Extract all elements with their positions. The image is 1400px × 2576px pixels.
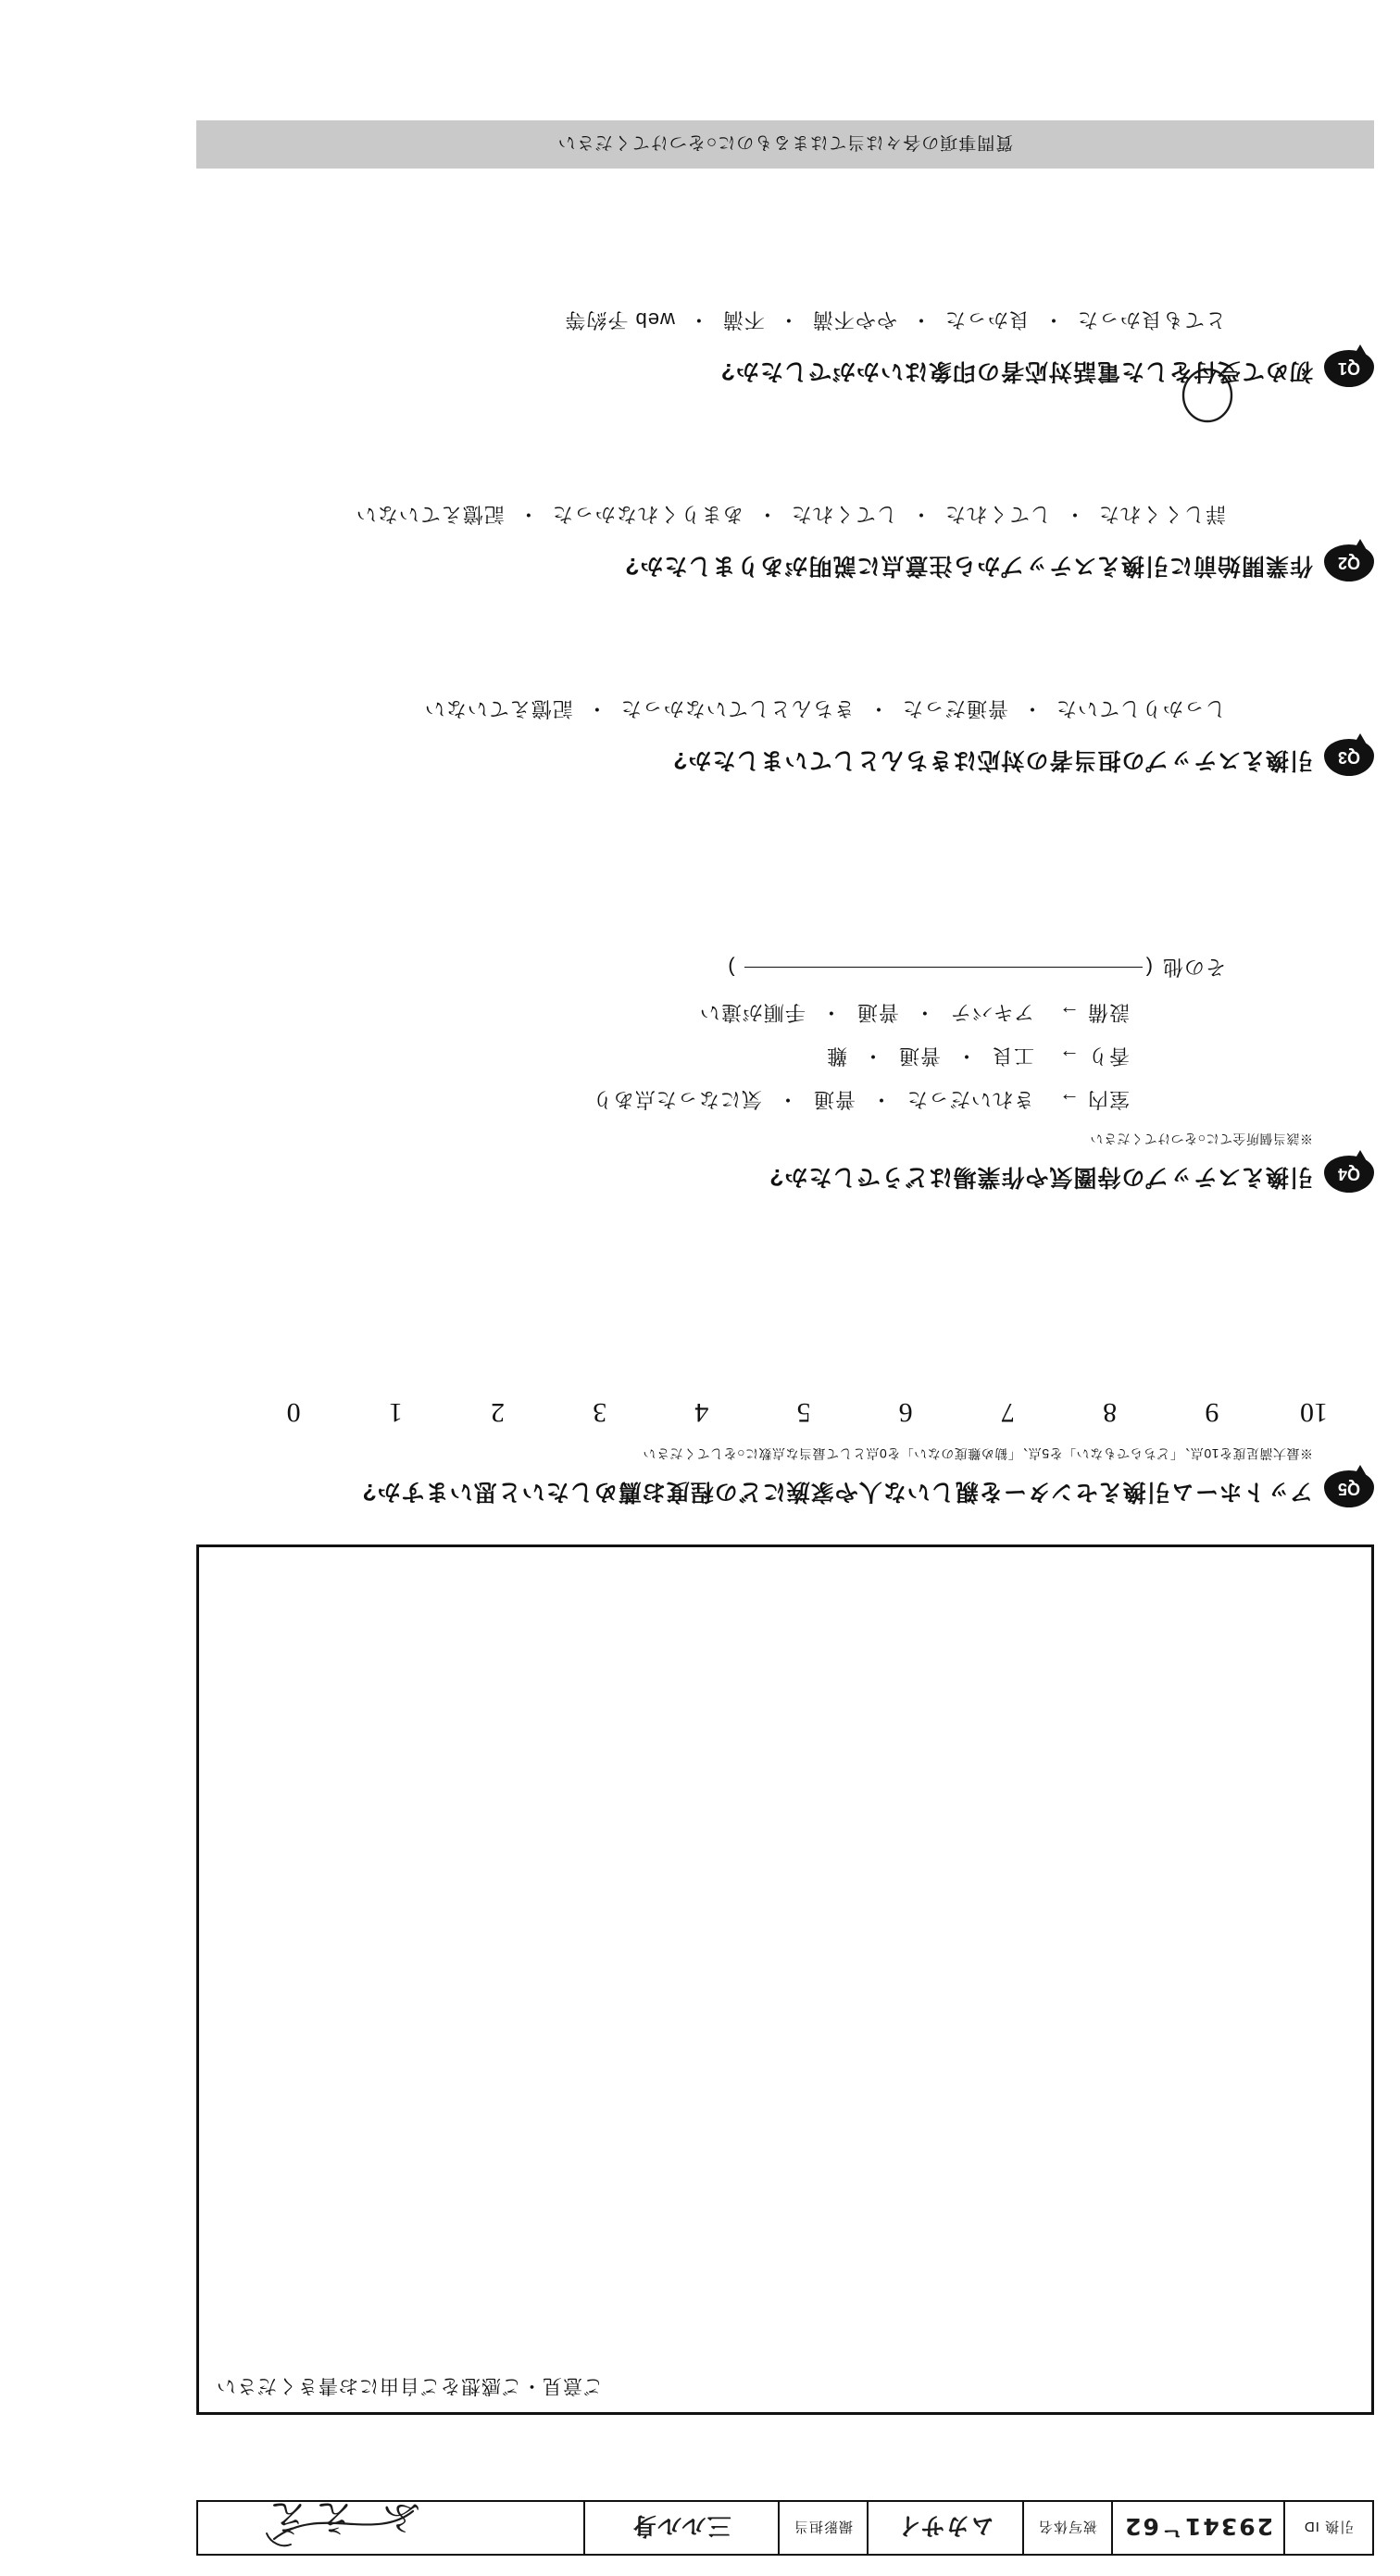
q4-row-scent-label: 香り: [1087, 1044, 1131, 1068]
q4-number: Q4: [1338, 1165, 1361, 1184]
q2-number: Q2: [1338, 554, 1361, 573]
header-id-value: 29341ᄂ62: [1111, 2502, 1283, 2554]
handwritten-signature: ふ ええ: [189, 2498, 430, 2552]
header-id-label: 引換 ID: [1283, 2502, 1372, 2554]
q1-option-1[interactable]: とても良かった: [1076, 308, 1226, 331]
q2-text: 作業開始前に引換えステップから注意点に説明がありましたか?: [624, 553, 1313, 579]
q2-option-4[interactable]: あまりくれなかった: [551, 503, 744, 526]
comment-box-label: ご意見・ご感想をご自由にお書きください: [216, 2375, 603, 2396]
q5-scale-0[interactable]: 0: [286, 1397, 301, 1428]
q3-number: Q3: [1338, 748, 1361, 768]
q4-row-scent-opt2[interactable]: 普通: [897, 1044, 941, 1068]
q5-number: Q5: [1338, 1480, 1361, 1499]
q4-row-room-label: 室内: [1087, 1088, 1131, 1111]
q4-row-room-arrow: →: [1058, 1089, 1080, 1113]
q4-badge: [1322, 1154, 1374, 1194]
q1-text: 初めて受付をした電話対応者の印象はいかがでしたか?: [719, 358, 1313, 384]
q2-option-5[interactable]: 記憶えていない: [355, 503, 505, 526]
comment-box[interactable]: [196, 1544, 1374, 2415]
q5-scale[interactable]: [267, 1396, 1341, 1428]
q1-badge: [1322, 348, 1374, 389]
q4-row-equipment: 設備 → アキバテ ・ 普通 ・ 手順が違い: [196, 999, 1226, 1028]
question-q1: [196, 306, 1374, 389]
q2-badge: [1322, 543, 1374, 583]
q4-row-scent-opt3[interactable]: 難: [825, 1044, 847, 1068]
q5-scale-3[interactable]: 3: [593, 1397, 607, 1428]
q1-option-2[interactable]: 良かった: [944, 308, 1030, 331]
q5-note: ※最大満足度を10点、「どちらでもない」を5点、「勧め難度のない」を0点として最当な点数に○をしてください: [643, 1446, 1313, 1461]
q4-row-scent-opt1[interactable]: 工良: [991, 1044, 1034, 1068]
q4-other-value[interactable]: [744, 968, 1143, 969]
q4-row-equipment-arrow: →: [1058, 1002, 1080, 1026]
q2-option-3[interactable]: してくれた: [790, 503, 897, 526]
q4-row-room: 室内 → きれいだった ・ 普通 ・ 気になった点あり: [196, 1086, 1226, 1115]
q3-options[interactable]: しっかりしていた ・ 普通だった ・ きちんとしていなかった ・ 記憶えていない: [196, 695, 1226, 724]
question-q5: [196, 1396, 1374, 1509]
q1-number: Q1: [1338, 359, 1361, 379]
q4-note: ※該当個所全てに○をつけてください: [1090, 1132, 1313, 1146]
q3-text: 引換えステップの担当者の対応はきちんとしていましたか?: [672, 747, 1313, 773]
q4-row-room-opt2[interactable]: 普通: [812, 1088, 856, 1111]
q4-row-equipment-label: 設備: [1087, 1001, 1131, 1024]
q5-scale-10[interactable]: 10: [1300, 1397, 1328, 1428]
q4-row-room-opt3[interactable]: 気になった点あり: [591, 1088, 762, 1111]
q3-option-4[interactable]: 記憶えていない: [423, 697, 573, 720]
q3-option-3[interactable]: きちんとしていなかった: [619, 697, 855, 720]
q5-text: アットホーム引換えセンターを親しいな人や家族にどの程度お薦めしたいと思いますか?: [361, 1479, 1313, 1505]
q3-option-2[interactable]: 普通だった: [901, 697, 1008, 720]
q1-option-3[interactable]: やや不満: [811, 308, 897, 331]
q3-badge: [1322, 737, 1374, 778]
header-subject-value: ムカサイ: [867, 2502, 1022, 2554]
header-subject-label: 被写体名: [1022, 2502, 1111, 2554]
question-q2: [196, 501, 1374, 583]
q5-scale-8[interactable]: 8: [1103, 1397, 1118, 1428]
q5-scale-5[interactable]: 5: [796, 1397, 811, 1428]
header-staff-label: 撮影担当: [778, 2502, 867, 2554]
q2-options[interactable]: 詳しくくれた ・ してくれた ・ してくれた ・ あまりくれなかった ・ 記憶えていない: [196, 501, 1226, 530]
q1-option-4[interactable]: 不満: [721, 308, 765, 331]
instruction-bar: 質問事項の各々は当てはまるものに○をつけてください: [196, 120, 1374, 169]
q3-option-1[interactable]: しっかりしていた: [1055, 697, 1226, 720]
q5-scale-7[interactable]: 7: [1000, 1397, 1015, 1428]
q4-row-scent-arrow: →: [1058, 1045, 1080, 1069]
q4-row-equipment-opt1[interactable]: アキバテ: [949, 1001, 1034, 1024]
q4-row-scent: 香り → 工良 ・ 普通 ・ 難: [196, 1043, 1226, 1071]
header-staff-value: 三ルル身: [583, 2502, 778, 2554]
q5-scale-2[interactable]: 2: [491, 1397, 505, 1428]
q4-row-room-opt1[interactable]: きれいだった: [906, 1088, 1034, 1111]
question-q4: [196, 954, 1374, 1194]
q5-scale-9[interactable]: 9: [1205, 1397, 1219, 1428]
question-q3: [196, 695, 1374, 778]
q4-row-equipment-opt2[interactable]: 普通: [856, 1001, 899, 1024]
q4-other-label: その他: [1161, 956, 1226, 979]
q4-text: 引換えステップの待圏気や作業場はどうでしたか?: [769, 1164, 1313, 1190]
q1-option-5[interactable]: web 予約等: [564, 308, 675, 331]
q2-option-2[interactable]: してくれた: [944, 503, 1051, 526]
q1-options[interactable]: とても良かった ・ 良かった ・ やや不満 ・ 不満 ・ web 予約等: [196, 306, 1226, 335]
q2-option-1[interactable]: 詳しくくれた: [1097, 503, 1226, 526]
q4-other[interactable]: その他 ( ): [196, 954, 1226, 982]
q5-badge: [1322, 1469, 1374, 1509]
q5-scale-6[interactable]: 6: [898, 1397, 913, 1428]
q5-scale-4[interactable]: 4: [694, 1397, 709, 1428]
q4-row-equipment-opt3[interactable]: 手順が違い: [698, 1001, 806, 1024]
comment-box-value[interactable]: [214, 1557, 1356, 2357]
q5-scale-1[interactable]: 1: [388, 1397, 403, 1428]
